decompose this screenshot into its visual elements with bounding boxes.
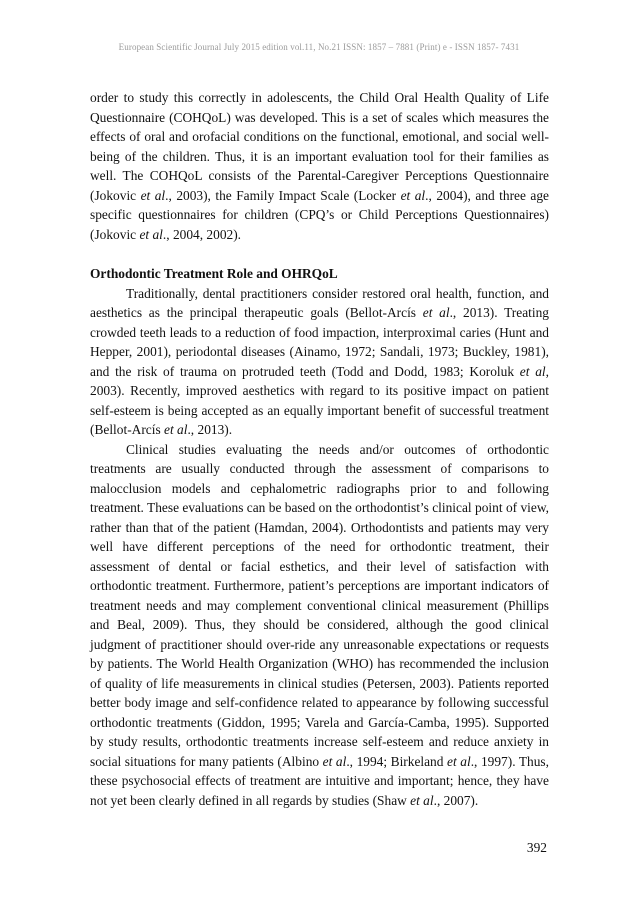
- paragraph-traditionally: Traditionally, dental practitioners consider restored oral health, function, and aesthetics as the principal therapeutic goals (Bellot-Arcís et al., 2013). Treating crowded teeth leads to a reduction of food impaction, interproximal caries (Hunt and Hepper, 2001), periodontal diseases (Ainamo, 1972; Sandali, 1973; Buckley, 1981), and the risk of trauma on protruded teeth (Todd and Dodd, 1983; Koroluk et al, 2003). Recently, improved aesthetics with regard to its positive impact on patient self-esteem is being accepted as an equally important benefit of successful treatment (Bellot-Arcís et al., 2013).: [90, 285, 549, 437]
- page-number: 392: [526, 840, 547, 855]
- section-heading: Orthodontic Treatment Role and OHRQoL: [90, 266, 338, 281]
- running-header: European Scientific Journal July 2015 edition vol.11, No.21 ISSN: 1857 – 7881 (Print) e - ISSN 1857- 7431: [118, 42, 520, 52]
- paragraph-cohqol: order to study this correctly in adolescents, the Child Oral Health Quality of Life Questionnaire (COHQoL) was developed. This is a set of scales which measures the effects of oral and orofacial conditions on the functional, emotional, and social well-being of the children. Thus, it is an important evaluation tool for their families as well. The COHQoL consists of the Parental-Caregiver Perceptions Questionnaire (Jokovic et al., 2003), the Family Impact Scale (Locker et al., 2004), and three age specific questionnaires for children (CPQ’s or Child Perceptions Questionnaires) (Jokovic et al., 2004, 2002).: [90, 90, 549, 242]
- paragraph-clinical-studies: Clinical studies evaluating the needs and/or outcomes of orthodontic treatments are usually conducted through the assessment of comparisons to malocclusion models and cephalometric radiographs prior to and following treatment. These evaluations can be based on the orthodontist’s clinical point of view, rather than that of the patient (Hamdan, 2004). Orthodontists and patients may very well have different perceptions of the need for orthodontic treatment, their assessment of dental or facial esthetics, and their level of satisfaction with orthodontic treatment. Furthermore, patient’s perceptions are important indicators of treatment needs and may complement conventional clinical measurement (Phillips and Beal, 2009). Thus, they should be considered, although the good clinical judgment of practitioner should over-ride any unreasonable expectations or requests by patients. The World Health Organization (WHO) has recommended the inclusion of quality of life measurements in clinical studies (Petersen, 2003). Patients reported better body image and self-confidence related to appearance by following successful orthodontic treatments (Giddon, 1995; Varela and García-Camba, 1995). Supported by study results, orthodontic treatments increase self-esteem and reduce anxiety in social situations for many patients (Albino et al., 1994; Birkeland et al., 1997). Thus, these psychosocial effects of treatment are intuitive and important; hence, they have not yet been clearly defined in all regards by studies (Shaw et al., 2007).: [90, 441, 549, 808]
- article-body: [90, 88, 549, 810]
